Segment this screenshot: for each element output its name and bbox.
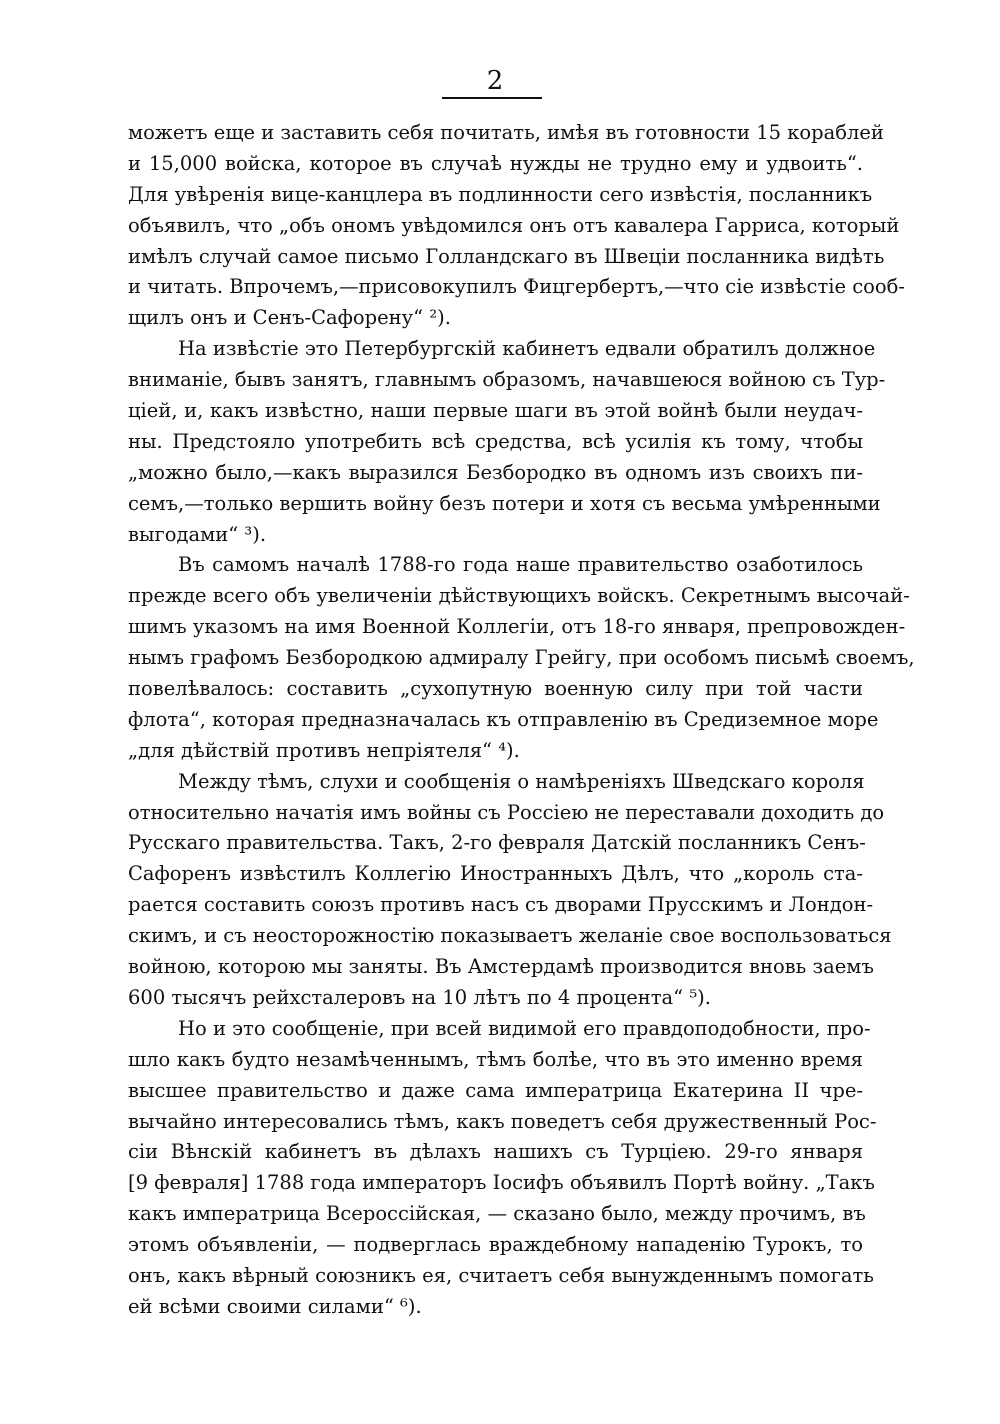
- text-line: На извѣстіе это Петербургскій кабинетъ едвали обратилъ должное: [178, 337, 876, 361]
- text-line: щилъ онъ и Сенъ-Сафорену“ ²).: [128, 306, 451, 330]
- text-line: Въ самомъ началѣ 1788-го года наше правительство озаботилось: [178, 553, 863, 577]
- text-line: ны. Предстояло употребить всѣ средства, всѣ усилія къ тому, чтобы: [128, 429, 863, 453]
- paragraph: [128, 334, 886, 550]
- text-line: Русскаго правительства. Такъ, 2-го февраля Датскій посланникъ Сенъ-: [128, 831, 866, 855]
- text-line: 600 тысячъ рейхсталеровъ на 10 лѣтъ по 4 процента“ ⁵).: [128, 985, 711, 1009]
- page-number: 2: [486, 66, 504, 96]
- text-line: прежде всего объ увеличеніи дѣйствующихъ войскъ. Секретнымъ высочай-: [128, 584, 910, 608]
- text-line: сіи Вѣнскій кабинетъ въ дѣлахъ нашихъ съ Турціею. 29-го января: [128, 1140, 863, 1164]
- text-line: Но и это сообщеніе, при всей видимой его правдоподобности, про-: [178, 1016, 871, 1040]
- text-line: [9 февраля] 1788 года императоръ Іосифъ объявилъ Портѣ войну. „Такъ: [128, 1171, 875, 1195]
- text-line: относительно начатія имъ войны съ Россіею не переставали доходить до: [128, 800, 885, 824]
- text-line: вниманіе, бывъ занятъ, главнымъ образомъ, начавшеюся войною съ Тур-: [128, 368, 886, 392]
- text-line: выгодами“ ³).: [128, 522, 267, 546]
- paragraph: [128, 767, 892, 1014]
- text-line: какъ императрица Всероссійская, — сказано было, между прочимъ, въ: [128, 1202, 866, 1226]
- paragraph: [128, 550, 915, 766]
- text-line: „для дѣйствій противъ непріятеля“ ⁴).: [128, 738, 520, 762]
- text-line: этомъ объявленіи, — подверглась враждебному нападенію Турокъ, то: [128, 1233, 863, 1257]
- text-line: семъ,—только вершить войну безъ потери и хотя съ весьма умѣренными: [128, 491, 881, 515]
- page-number-rule: [442, 97, 542, 99]
- paragraph: [128, 1014, 877, 1323]
- text-line: шло какъ будто незамѣченнымъ, тѣмъ болѣе, что въ это именно время: [128, 1047, 863, 1071]
- text-line: „можно было,—какъ выразился Безбородко въ одномъ изъ своихъ пи-: [128, 460, 863, 484]
- body-text: [128, 118, 915, 1323]
- text-line: флота“, которая предназначалась къ отправленію въ Средиземное море: [128, 707, 879, 731]
- text-line: ей всѣми своими силами“ ⁶).: [128, 1294, 422, 1318]
- text-line: нымъ графомъ Безбородкою адмиралу Грейгу, при особомъ письмѣ своемъ,: [128, 646, 915, 670]
- text-line: и читать. Впрочемъ,—присовокупилъ Фицгербертъ,—что сіе извѣстіе сооб-: [128, 275, 905, 299]
- text-line: объявилъ, что „объ ономъ увѣдомился онъ отъ кавалера Гарриса, который: [128, 213, 900, 237]
- text-line: ціей, и, какъ извѣстно, наши первые шаги въ этой войнѣ были неудач-: [128, 399, 863, 423]
- text-line: Для увѣренія вице-канцлера въ подлинности сего извѣстія, посланникъ: [128, 182, 873, 206]
- text-line: Между тѣмъ, слухи и сообщенія о намѣреніяхъ Шведскаго короля: [178, 769, 865, 793]
- text-line: Сафоренъ извѣстилъ Коллегію Иностранныхъ Дѣлъ, что „король ста-: [128, 862, 863, 886]
- text-line: повелѣвалось: составить „сухопутную военную силу при той части: [128, 677, 863, 701]
- text-line: рается составить союзъ противъ насъ съ дворами Прусскимъ и Лондон-: [128, 893, 874, 917]
- text-line: онъ, какъ вѣрный союзникъ ея, считаетъ себя вынужденнымъ помогать: [128, 1263, 874, 1287]
- text-line: скимъ, и съ неосторожностію показываетъ желаніе свое воспользоваться: [128, 924, 892, 948]
- text-line: и 15,000 войска, которое въ случаѣ нужды не трудно ему и удвоить“.: [128, 151, 863, 175]
- text-line: шимъ указомъ на имя Военной Коллегіи, отъ 18-го января, препровожден-: [128, 615, 906, 639]
- paragraph: [128, 118, 905, 334]
- text-line: можетъ еще и заставить себя почитать, имѣя въ готовности 15 кораблей: [128, 121, 884, 144]
- text-line: войною, которою мы заняты. Въ Амстердамѣ производится вновь заемъ: [128, 955, 874, 979]
- text-line: вычайно интересовались тѣмъ, какъ поведетъ себя дружественный Рос-: [128, 1109, 877, 1133]
- text-line: имѣлъ случай самое письмо Голландскаго въ Швеціи посланника видѣть: [128, 244, 885, 268]
- text-line: высшее правительство и даже сама императрица Екатерина II чре-: [128, 1078, 863, 1102]
